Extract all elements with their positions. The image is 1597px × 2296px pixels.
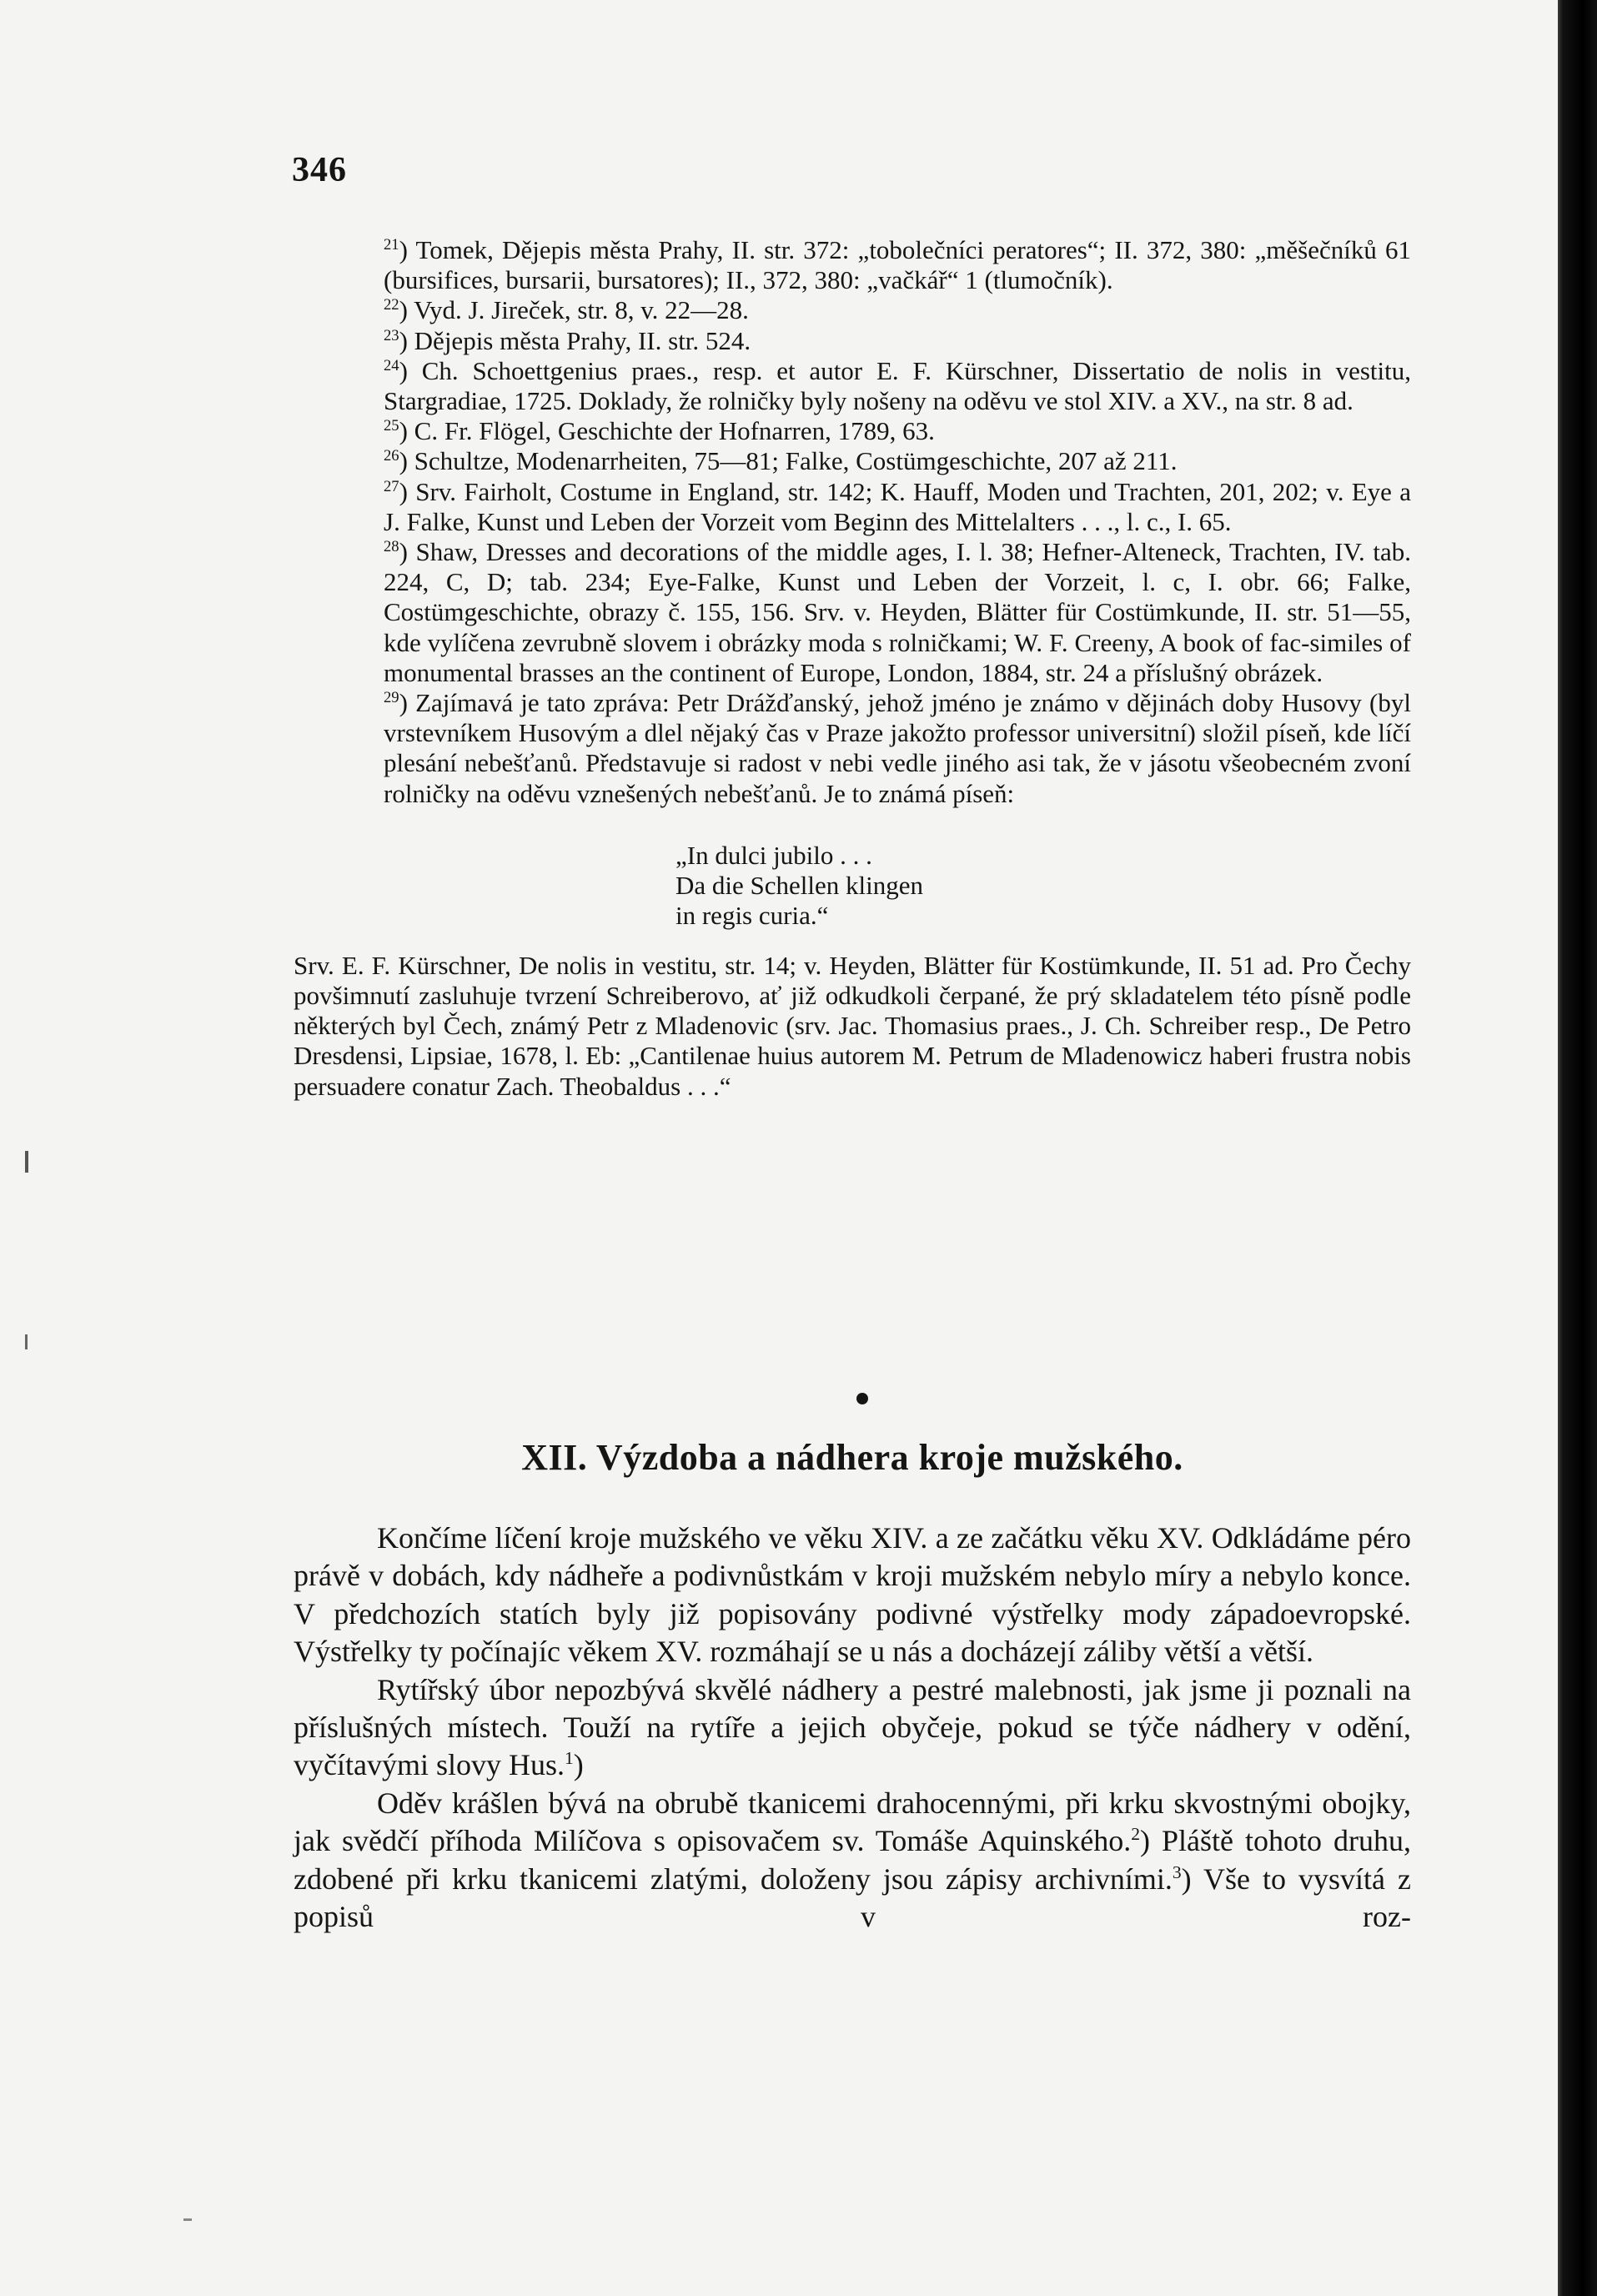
footnote-text: Zajímavá je tato zpráva: Petr Drážďanský, jehož jméno je známo v dějinách doby Husovy (byl vrstevníkem Husovým a dlel nějaký čas v Praze jakožto professor universitní) složil píseň, kde líčí plesání nebešťanů. Představuje si radost v nebi vedle jiného asi tak, že v jásotu všeobecném zvoní rolničky na oděvu vznešených nebešťanů. Je to známá píseň:	[384, 688, 1411, 808]
footnote-text: Shaw, Dresses and decorations of the middle ages, I. l. 38; Hefner-Alteneck, Trachten, IV. tab. 224, C, D; tab. 234; Eye-Falke, Kunst und Leben der Vorzeit, l. c, I. obr. 66; Falke, Costümgeschichte, obrazy č. 155, 156. Srv. v. Heyden, Blätter für Costümkunde, II. str. 51—55, kde vylíčena zevrubně slovem i obrázky moda s rolničkami; W. F. Creeny, A book of fac-similes of monumental brasses an the continent of Europe, London, 1884, str. 24 a příslušný obrázek.	[384, 537, 1411, 687]
footnote-21: $^{21}$) Tomek, Dějepis města Prahy, II. str. 372: „tobolečníci peratores“; II. 372, 380: „měšečníků 61 (bursifices, bursarii, bursatores); II., 372, 380: „vačkář“ 1 (tlumočník).	[384, 235, 1411, 295]
footnote-28: $^{28}$) Shaw, Dresses and decorations of the middle ages, I. l. 38; Hefner-Alteneck, Trachten, IV. tab. 224, C, D; tab. 234; Eye-Falke, Kunst und Leben der Vorzeit, l. c, I. obr. 66; Falke, Costümgeschichte, obrazy č. 155, 156. Srv. v. Heyden, Blätter für Costümkunde, II. str. 51—55, kde vylíčena zevrubně slovem i obrázky moda s rolničkami; W. F. Creeny, A book of fac-similes of monumental brasses an the continent of Europe, London, 1884, str. 24 a příslušný obrázek.	[384, 537, 1411, 687]
footnote-text: Ch. Schoettgenius praes., resp. et autor E. F. Kürschner, Dissertatio de nolis in vestitu, Stargradiae, 1725. Doklady, že rolničky byly nošeny na oděvu ve stol XIV. a XV., na str. 8 ad.	[384, 355, 1411, 416]
footnote-marker: 21	[384, 235, 399, 254]
chapter-heading: XII. Výzdoba a nádhera kroje mužského.	[521, 1437, 1183, 1478]
poem-line: „In dulci jubilo . . .	[675, 840, 872, 870]
footnote-marker: 26	[384, 447, 399, 465]
footnote-marker: 27	[384, 477, 399, 495]
scan-mark	[183, 2218, 192, 2221]
footnote-marker: 24	[384, 356, 399, 374]
footnote-27: $^{27}$) Srv. Fairholt, Costume in England, str. 142; K. Hauff, Moden und Trachten, 201, 202; v. Eye a J. Falke, Kunst und Leben der Vorzeit vom Beginn des Mittelalters . . ., l. c., I. 65.	[384, 476, 1411, 536]
footnote-text: C. Fr. Flögel, Geschichte der Hofnarren, 1789, 63.	[414, 416, 935, 446]
footnote-23: $^{23}$) Dějepis města Prahy, II. str. 524.	[384, 325, 751, 355]
footnote-ref: 3	[1172, 1861, 1182, 1882]
paragraph: Rytířský úbor nepozbývá skvělé nádhery a pestré malebnosti, jak jsme ji poznali na příslušných místech. Touží na rytíře a jejich obyčeje, pokud se týče nádhery v odění, vyčítavými slovy Hus.$^1$)	[294, 1672, 1411, 1782]
poem-line: in regis curia.“	[675, 900, 829, 930]
scan-edge	[1558, 0, 1597, 2296]
footnote-24: $^{24}$) Ch. Schoettgenius praes., resp. et autor E. F. Kürschner, Dissertatio de nolis in vestitu, Stargradiae, 1725. Doklady, že rolničky byly nošeny na oděvu ve stol XIV. a XV., na str. 8 ad.	[384, 355, 1411, 416]
footnote-marker: 23	[384, 326, 399, 344]
paragraph: Oděv krášlen bývá na obrubě tkanicemi drahocennými, při krku skvostnými obojky, jak svědčí příhoda Milíčova s opisovačem sv. Tomáše Aquinského.$^2$) Pláště tohoto druhu, zdobené při krku tkanicemi zlatými, doloženy jsou zápisy archivními.$^3$) Vše to vysvítá z popisů v roz-	[294, 1786, 1412, 1934]
scan-mark	[25, 1334, 28, 1349]
footnote-ref: 2	[1131, 1824, 1141, 1845]
footnote-marker: 29	[384, 688, 399, 706]
paragraph-text: Pláště tohoto druhu, zdobené při krku tkanicemi zlatými, doloženy jsou zápisy archivními.	[294, 1824, 1411, 1896]
footnote-marker: 28	[384, 537, 399, 555]
scan-mark	[25, 1151, 28, 1173]
footnote-ref: 1	[564, 1748, 574, 1769]
paragraph-text: Vše to vysvítá z popisů v roz-	[294, 1861, 1412, 1934]
footnote-25: $^{25}$) C. Fr. Flögel, Geschichte der Hofnarren, 1789, 63.	[384, 416, 935, 446]
footnote-22: $^{22}$) Vyd. J. Jireček, str. 8, v. 22—28.	[384, 295, 749, 325]
footnote-29: $^{29}$) Zajímavá je tato zpráva: Petr Drážďanský, jehož jméno je známo v dějinách doby Husovy (byl vrstevníkem Husovým a dlel nějaký čas v Praze jakožto professor universitní) složil píseň, kde líčí plesání nebešťanů. Představuje si radost v nebi vedle jiného asi tak, že v jásotu všeobecném zvoní rolničky na oděvu vznešených nebešťanů. Je to známá píseň:	[384, 688, 1411, 808]
footnote-marker: 25	[384, 417, 399, 435]
footnote-text: Dějepis města Prahy, II. str. 524.	[414, 325, 751, 355]
page-number: 346	[292, 151, 347, 189]
paragraph-text: Oděv krášlen bývá na obrubě tkanicemi drahocennými, při krku skvostnými obojky, jak svědčí příhoda Milíčova s opisovačem sv. Tomáše Aquinského.	[294, 1786, 1411, 1858]
footnotes-section	[294, 235, 1411, 1102]
poem-quote	[675, 841, 1411, 931]
footnote-text: Srv. Fairholt, Costume in England, str. 142; K. Hauff, Moden und Trachten, 201, 202; v. Eye a J. Falke, Kunst und Leben der Vorzeit vom Beginn des Mittelalters . . ., l. c., I. 65.	[384, 476, 1411, 536]
paragraph	[294, 1520, 1411, 1671]
section-bullet-icon	[856, 1393, 868, 1404]
footnote-marker: 22	[384, 296, 399, 314]
poem-line: Da die Schellen klingen	[675, 870, 923, 900]
footnote-text: Schultze, Modenarrheiten, 75—81; Falke, Costümgeschichte, 207 až 211.	[414, 446, 1178, 476]
footnote-text: Tomek, Dějepis města Prahy, II. str. 372: „tobolečníci peratores“; II. 372, 380: „měšečníků 61 (bursifices, bursarii, bursatores); II., 372, 380: „vačkář“ 1 (tlumočník).	[384, 235, 1411, 295]
paragraph-text: Rytířský úbor nepozbývá skvělé nádhery a pestré malebnosti, jak jsme ji poznali na příslušných místech. Touží na rytíře a jejich obyčeje, pokud se týče nádhery v odění, vyčítavými slovy Hus.	[294, 1672, 1411, 1782]
paragraph-text: Končíme líčení kroje mužského ve věku XIV. a ze začátku věku XV. Odkládáme péro právě v dobách, kdy nádheře a podivnůstkám v kroji mužském nebylo míry a nebylo konce. V předchozích statích byly již popisovány podivné výstřelky mody západoevropské. Výstřelky ty počínajíc věkem XV. rozmáhají se u nás a docházejí záliby větší a větší.	[294, 1521, 1411, 1669]
footnote-text: Vyd. J. Jireček, str. 8, v. 22—28.	[414, 295, 749, 325]
footnote-26: $^{26}$) Schultze, Modenarrheiten, 75—81; Falke, Costümgeschichte, 207 až 211.	[384, 446, 1178, 476]
chapter-body	[294, 1520, 1411, 1936]
footnote-continuation: Srv. E. F. Kürschner, De nolis in vestitu, str. 14; v. Heyden, Blätter für Kostümkunde, II. 51 ad. Pro Čechy povšimnutí zasluhuje tvrzení Schreiberovo, ať již odkudkoli čerpané, že prý skladatelem této písně podle některých byl Čech, známý Petr z Mladenovic (srv. Jac. Thomasius praes., J. Ch. Schreiber resp., De Petro Dresdensi, Lipsiae, 1678, l. Eb: „Cantilenae huius autorem M. Petrum de Mladenowicz haberi frustra nobis persuadere conatur Zach. Theobaldus . . .“	[294, 950, 1411, 1101]
